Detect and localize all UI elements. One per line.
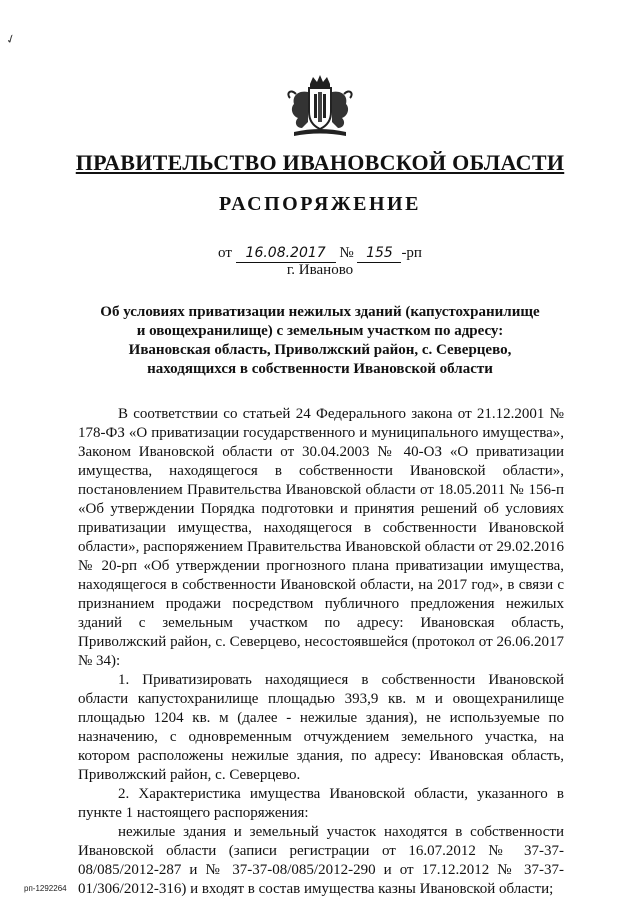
document-subject: Об условиях приватизации нежилых зданий (капустохранилище и овощехранилище) с земельным участком по адресу: Ивановская область, Приволжский район, с. Северцево, находящихся в собственности Ивановской области bbox=[100, 304, 540, 377]
date-prefix: от bbox=[218, 245, 232, 261]
coat-of-arms-icon bbox=[282, 74, 358, 138]
document-type: РАСПОРЯЖЕНИЕ bbox=[219, 193, 421, 215]
body-paragraph: 2. Характеристика имущества Ивановской области, указанного в пункте 1 настоящего распоряжения: bbox=[78, 786, 564, 821]
number-prefix: № bbox=[339, 245, 354, 261]
body-paragraph: В соответствии со статьей 24 Федерального закона от 21.12.2001 № 178-ФЗ «О приватизации государственного и муниципального имущества», Законом Ивановской области от 30.04.2003 № 40-ОЗ «О приватизации имущества, находящегося в собственности Ивановской области», постановлением Правительства Ивановской области от 18.05.2011 № 156-п «Об утверждении Порядка подготовки и принятия решений об условиях приватизации имущества, находящегося в собственности Ивановской области», распоряжением Правительства Ивановской области от 29.02.2016 № 20-рп «Об утверждении прогнозного плана приватизации имущества, находящегося в собственности Ивановской области, на 2017 год», в связи с признанием продажи посредством публичного предложения нежилых зданий с земельным участком по адресу: Ивановская область, Приволжский район, с. Северцево, несостоявшейся (протокол от 26.06.2017 № 34): bbox=[78, 406, 564, 669]
government-title: ПРАВИТЕЛЬСТВО ИВАНОВСКОЙ ОБЛАСТИ bbox=[75, 150, 565, 175]
body-paragraph: нежилые здания и земельный участок находятся в собственности Ивановской области (записи регистрации от 16.07.2012 № 37-37-08/085/2012-287 и № 37-37-08/085/2012-290 и от 17.12.2012 № 37-37-01/306/2012-316) и входят в состав имущества казны Ивановской области; bbox=[78, 824, 564, 897]
date-number-line bbox=[0, 245, 640, 263]
handwritten-number: 155 bbox=[357, 245, 401, 263]
document-body bbox=[78, 405, 564, 899]
city: г. Иваново bbox=[286, 262, 354, 278]
number-suffix: -рп bbox=[401, 245, 422, 261]
body-paragraph: 1. Приватизировать находящиеся в собственности Ивановской области капустохранилище площадью 393,9 кв. м и овощехранилище площадью 1204 кв. м (далее - нежилые здания), не используемые по назначению, с одновременным отчуждением земельного участка, на котором расположены нежилые здания, по адресу: Ивановская область, Приволжский район, с. Северцево. bbox=[78, 672, 564, 783]
check-mark: ✓ bbox=[3, 30, 18, 48]
footer-code: рп-1292264 bbox=[24, 884, 67, 893]
handwritten-date: 16.08.2017 bbox=[236, 245, 336, 263]
